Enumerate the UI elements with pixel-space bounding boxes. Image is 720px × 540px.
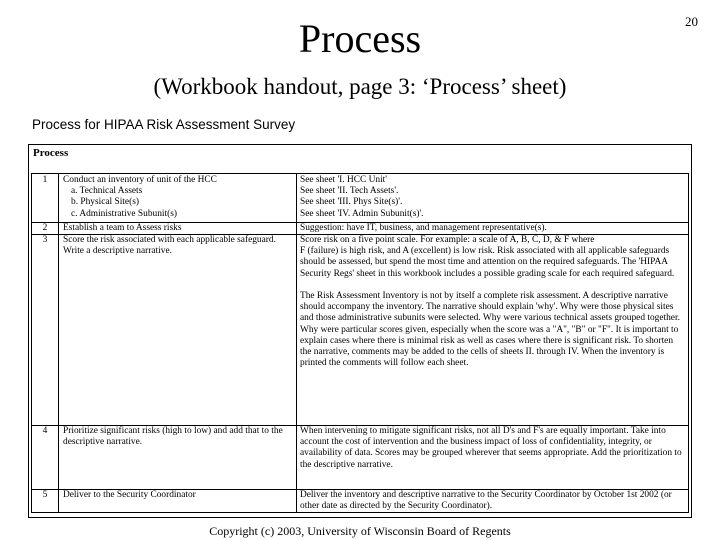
copyright-footer: Copyright (c) 2003, University of Wisconsin Board of Regents <box>209 524 511 538</box>
detail-text: F (failure) is high risk, and A (excellent) is low risk. Risk associated with all applicable safeguards <box>300 246 670 257</box>
task-text: Conduct an inventory of unit of the HCC <box>63 175 217 185</box>
detail-text: printed the comments will follow each sheet. <box>300 358 469 369</box>
detail-text: See sheet 'I. HCC Unit' <box>300 175 387 185</box>
detail-text: Security Regs' sheet in this workbook includes a possible grading scale for each required safeguard. <box>300 268 675 279</box>
detail-text: Deliver the inventory and descriptive narrative to the Security Coordinator by October 1st 2002 (or <box>300 490 672 500</box>
column-divider <box>58 174 59 512</box>
process-sheet <box>28 144 692 518</box>
column-divider <box>296 174 297 512</box>
sheet-title: Process <box>33 147 69 159</box>
task-text: Prioritize significant risks (high to low) and add that to the <box>63 426 283 436</box>
detail-text: the descriptive narrative. <box>300 459 393 470</box>
slide-title: Process <box>298 16 422 61</box>
task-text: a. Technical Assets <box>71 186 143 197</box>
task-text: descriptive narrative. <box>63 437 143 448</box>
detail-text: See sheet 'III. Phys Site(s)'. <box>300 197 403 208</box>
task-text: Score the risk associated with each applicable safeguard. <box>63 235 276 245</box>
sheet-heading: Process for HIPAA Risk Assessment Survey <box>32 117 296 132</box>
task-text: b. Physical Site(s) <box>71 197 139 208</box>
row-number: 4 <box>42 426 48 436</box>
detail-text: should be assessed, but spend the most time and attention on the required safeguards. The 'HIPAA <box>300 257 669 268</box>
row-number: 1 <box>42 175 48 185</box>
detail-text: The Risk Assessment Inventory is not by itself a complete risk assessment. A descriptive narrative <box>300 291 668 301</box>
page-number: 20 <box>685 14 698 29</box>
detail-text: account the cost of intervention and the business impact of loss of confidentiality, integrity, or <box>300 437 652 448</box>
detail-text: Score risk on a five point scale. For example: a scale of A, B, C, D, & F where <box>300 235 595 245</box>
task-text: c. Administrative Subunit(s) <box>71 208 177 219</box>
task-text: Deliver to the Security Coordinator <box>63 490 196 500</box>
process-table <box>31 173 689 513</box>
detail-text: Suggestion: have IT, business, and management representative(s). <box>300 223 547 233</box>
detail-text: other date as directed by the Security Coordinator). <box>300 501 493 512</box>
detail-text: availability of data. Scores may be grouped wherever that seems appropriate. Add the prioritization to <box>300 448 682 459</box>
task-text: Write a descriptive narrative. <box>63 246 172 257</box>
row-number: 3 <box>42 235 48 245</box>
detail-text: When intervening to mitigate significant risks, not all D's and F's are equally important. Take into <box>300 426 666 436</box>
row-number: 5 <box>42 490 48 500</box>
task-text: Establish a team to Assess risks <box>63 223 182 233</box>
detail-text: and those administrative subunits were selected. Why were various technical assets grouped together. <box>300 313 680 324</box>
detail-text: See sheet 'IV. Admin Subunit(s)'. <box>300 208 424 219</box>
detail-text: See sheet 'II. Tech Assets'. <box>300 186 399 197</box>
row-number: 2 <box>42 223 48 233</box>
detail-text: the narrative, comments may be added to the cells of sheets II. through IV. When the inventory is <box>300 347 665 357</box>
detail-text: explain cases where there is minimal risk as well as cases where there is significant risk. To shorten <box>300 335 674 346</box>
detail-text: Why were particular scores given, especially when the score was a "A", "B" or "F". It is important to <box>300 324 679 335</box>
detail-text: should accompany the inventory. The narrative should explain 'why'. Why were those physical sites <box>300 302 674 313</box>
slide-subtitle: (Workbook handout, page 3: ‘Process’ sheet) <box>153 74 567 99</box>
